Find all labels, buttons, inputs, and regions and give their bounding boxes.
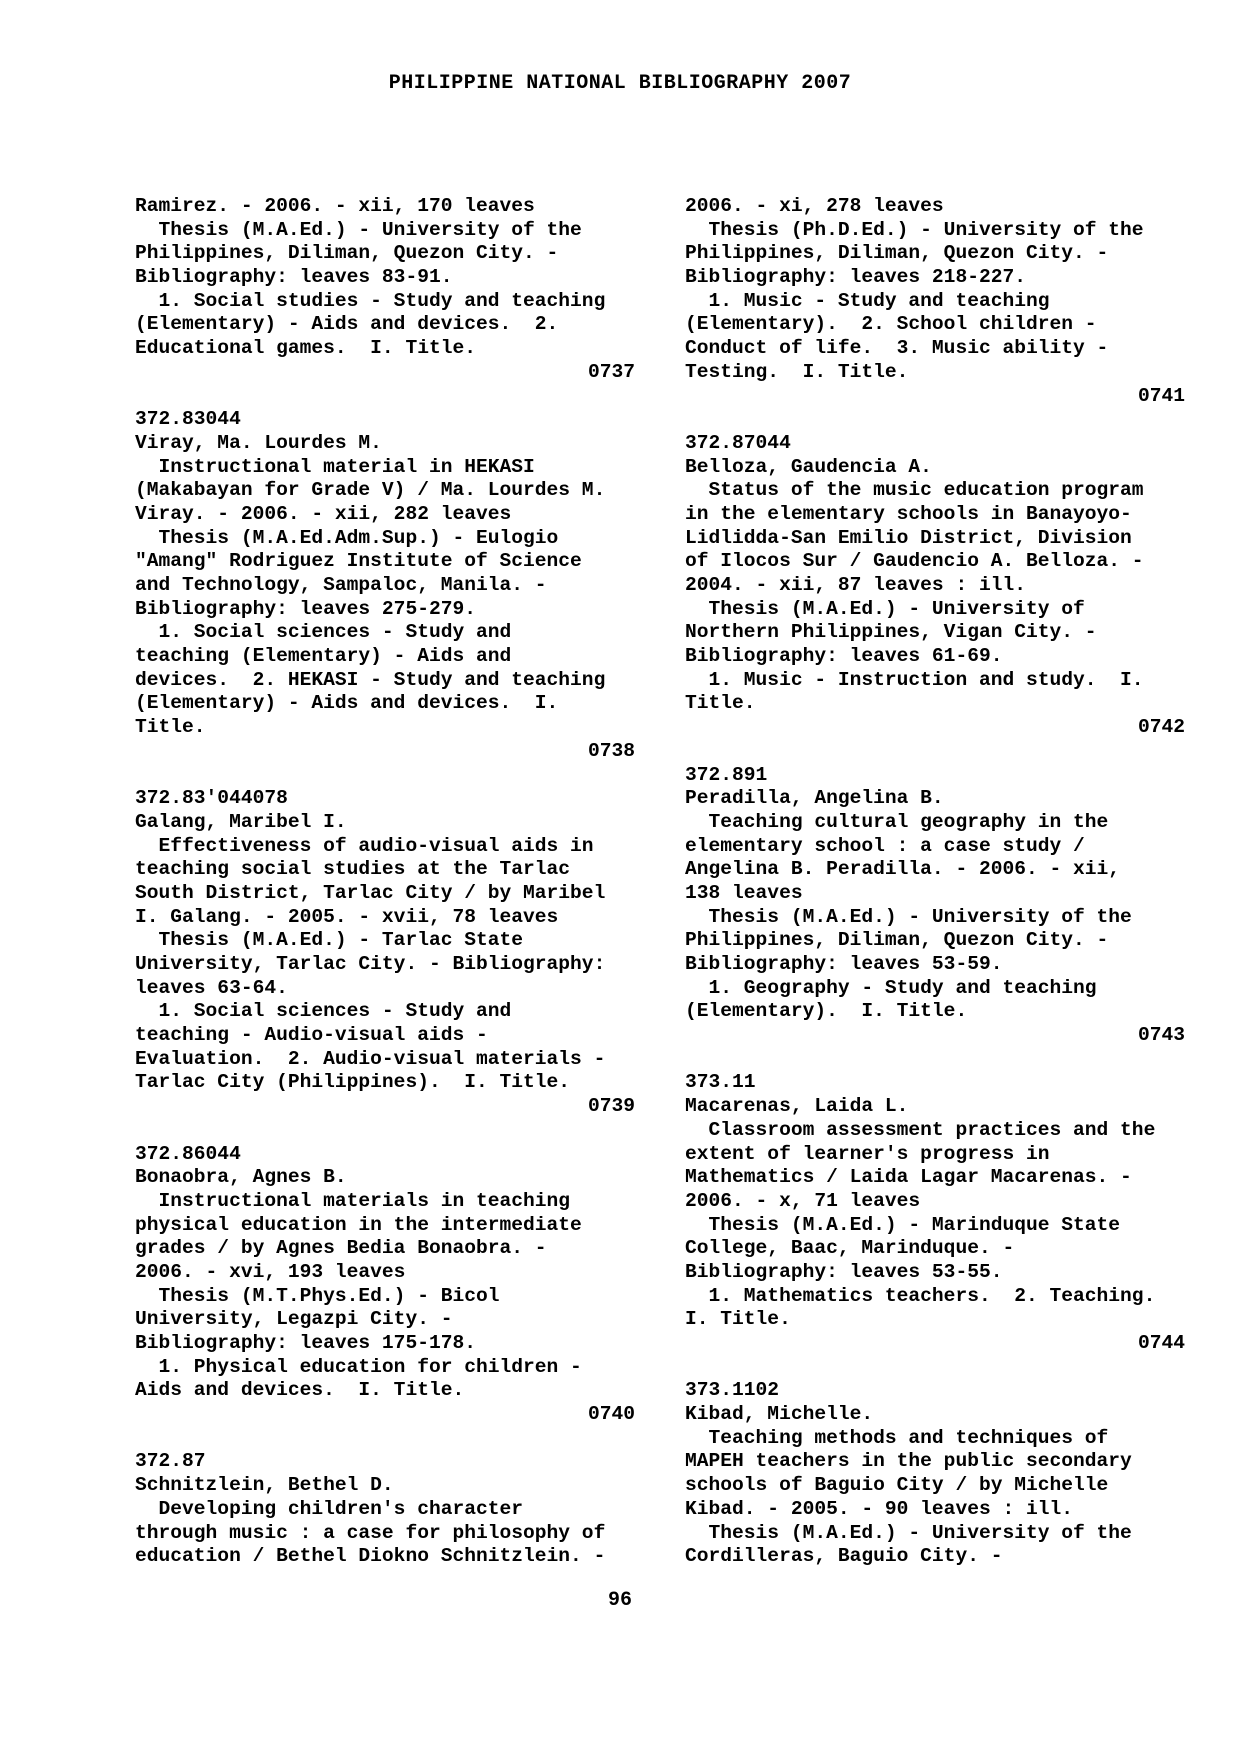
entry-number: 0738 <box>587 739 635 762</box>
entry-line: teaching social studies at the Tarlac <box>135 858 571 881</box>
entry-line: Thesis (M.A.Ed.) - University of the <box>685 905 1132 928</box>
entry-line: Bibliography: leaves 218-227. <box>685 266 1026 289</box>
entry-line: 1. Music - Study and teaching <box>685 289 1050 312</box>
entry-line: Cordilleras, Baguio City. - <box>685 1545 1003 1568</box>
entry-line: Belloza, Gaudencia A. <box>685 455 932 478</box>
entry-number: 0744 <box>1137 1332 1185 1354</box>
entry-line: leaves 63-64. <box>135 976 288 999</box>
entry-line: Viray, Ma. Lourdes M. <box>135 431 382 454</box>
entry-line: Classroom assessment practices and the <box>685 1118 1156 1141</box>
entry-line: College, Baac, Marinduque. - <box>685 1237 1015 1260</box>
bibliographic-entry <box>685 195 1185 408</box>
entry-line: devices. 2. HEKASI - Study and teaching <box>135 668 606 691</box>
entry-line: Developing children's character <box>135 1497 524 1520</box>
entry-line: Effectiveness of audio-visual aids in <box>135 834 594 857</box>
entry-line: (Elementary) - Aids and devices. 2. <box>135 313 559 336</box>
entry-line: Evaluation. 2. Audio-visual materials - <box>135 1047 606 1070</box>
entry-line: Conduct of life. 3. Music ability - <box>685 337 1109 360</box>
bibliographic-entry <box>135 195 635 385</box>
entry-number: 0743 <box>1137 1024 1185 1047</box>
entry-line: 372.86044 <box>135 1142 241 1165</box>
entry-line: through music : a case for philosophy of <box>135 1521 606 1544</box>
entry-line: 138 leaves <box>685 881 803 904</box>
entry-number: 0737 <box>587 360 635 383</box>
left-column <box>135 195 635 1593</box>
entry-line: of Ilocos Sur / Gaudencio A. Belloza. - <box>685 550 1144 573</box>
entry-line: Thesis (M.A.Ed.Adm.Sup.) - Eulogio <box>135 526 559 549</box>
entry-line: Schnitzlein, Bethel D. <box>135 1474 394 1497</box>
entry-line: Bibliography: leaves 53-55. <box>685 1260 1003 1283</box>
entry-line: Kibad. - 2005. - 90 leaves : ill. <box>685 1497 1074 1520</box>
entry-line: 1. Social sciences - Study and <box>135 1000 512 1023</box>
page-number: 96 <box>607 1589 632 1612</box>
entry-line: grades / by Agnes Bedia Bonaobra. - <box>135 1237 547 1260</box>
entry-line: Bibliography: leaves 83-91. <box>135 266 453 289</box>
entry-number: 0741 <box>1137 384 1185 407</box>
bibliographic-entry <box>135 787 635 1119</box>
right-column <box>685 195 1185 1593</box>
entry-line: Tarlac City (Philippines). I. Title. <box>135 1071 571 1094</box>
bibliographic-entry <box>685 1379 1185 1569</box>
entry-line: schools of Baguio City / by Michelle <box>685 1474 1109 1497</box>
entry-line: elementary school : a case study / <box>685 834 1085 857</box>
entry-line: Viray. - 2006. - xii, 282 leaves <box>135 502 512 525</box>
entry-line: Instructional materials in teaching <box>135 1189 571 1212</box>
entry-line: 373.11 <box>685 1071 756 1094</box>
entry-line: Kibad, Michelle. <box>685 1403 874 1426</box>
bibliographic-entry <box>685 432 1185 740</box>
entry-line: Philippines, Diliman, Quezon City. - <box>685 242 1109 265</box>
entry-line: extent of learner's progress in <box>685 1142 1050 1165</box>
entry-line: Lidlidda-San Emilio District, Division <box>685 526 1132 549</box>
entry-line: Teaching methods and techniques of <box>685 1426 1109 1449</box>
entry-line: (Elementary) - Aids and devices. I. <box>135 692 559 715</box>
entry-line: teaching (Elementary) - Aids and <box>135 645 512 668</box>
entry-line: education / Bethel Diokno Schnitzlein. - <box>135 1545 606 1568</box>
entry-line: 1. Physical education for children - <box>135 1355 582 1378</box>
entry-line: 372.83'044078 <box>135 787 288 810</box>
bibliographic-entry <box>135 1143 635 1427</box>
entry-line: Thesis (M.A.Ed.) - Marinduque State <box>685 1213 1121 1236</box>
entry-line: 2006. - xi, 278 leaves <box>685 195 944 217</box>
bibliographic-entry <box>135 1450 635 1568</box>
entry-line: and Technology, Sampaloc, Manila. - <box>135 574 547 596</box>
entry-line: Thesis (Ph.D.Ed.) - University of the <box>685 218 1144 241</box>
entry-line: I. Title. <box>685 1308 791 1331</box>
entry-line: Bibliography: leaves 275-279. <box>135 597 476 620</box>
entry-line: 372.87044 <box>685 431 791 454</box>
entry-line: 2006. - x, 71 leaves <box>685 1189 921 1212</box>
entry-line: Bonaobra, Agnes B. <box>135 1166 347 1189</box>
entry-line: Philippines, Diliman, Quezon City. - <box>135 242 559 265</box>
bibliographic-entry <box>685 764 1185 1048</box>
entry-line: I. Galang. - 2005. - xvii, 78 leaves <box>135 905 559 928</box>
entry-line: Instructional material in HEKASI <box>135 455 535 478</box>
entry-line: 372.87 <box>135 1450 206 1473</box>
entry-line: Aids and devices. I. Title. <box>135 1379 465 1402</box>
entry-line: Title. <box>135 716 206 739</box>
entry-line: 1. Social studies - Study and teaching <box>135 289 606 312</box>
entry-line: in the elementary schools in Banayoyo- <box>685 502 1132 525</box>
entry-line: Teaching cultural geography in the <box>685 810 1109 833</box>
entry-line: (Elementary). I. Title. <box>685 1000 968 1023</box>
entry-line: 373.1102 <box>685 1379 780 1402</box>
entry-line: 1. Music - Instruction and study. I. <box>685 668 1144 691</box>
bibliographic-entry <box>135 408 635 763</box>
entry-line: 2004. - xii, 87 leaves : ill. <box>685 574 1026 596</box>
entry-line: teaching - Audio-visual aids - <box>135 1024 488 1047</box>
entry-line: 1. Social sciences - Study and <box>135 621 512 644</box>
entry-line: Ramirez. - 2006. - xii, 170 leaves <box>135 195 535 217</box>
entry-line: physical education in the intermediate <box>135 1213 582 1236</box>
entry-line: Bibliography: leaves 175-178. <box>135 1332 476 1354</box>
entry-line: Bibliography: leaves 53-59. <box>685 953 1003 975</box>
entry-line: (Makabayan for Grade V) / Ma. Lourdes M. <box>135 479 606 502</box>
entry-line: 372.891 <box>685 763 768 786</box>
bibliographic-entry <box>685 1071 1185 1355</box>
entry-line: 2006. - xvi, 193 leaves <box>135 1260 406 1283</box>
entry-line: Thesis (M.T.Phys.Ed.) - Bicol <box>135 1284 500 1307</box>
entry-line: Testing. I. Title. <box>685 360 909 383</box>
entry-number: 0740 <box>587 1403 635 1426</box>
entry-number: 0742 <box>1137 716 1185 739</box>
entry-line: Thesis (M.A.Ed.) - University of <box>685 597 1085 620</box>
running-head: PHILIPPINE NATIONAL BIBLIOGRAPHY 2007 <box>388 72 852 95</box>
entry-line: Educational games. I. Title. <box>135 337 476 360</box>
entry-line: "Amang" Rodriguez Institute of Science <box>135 550 582 573</box>
entry-line: Status of the music education program <box>685 479 1144 502</box>
entry-line: Peradilla, Angelina B. <box>685 787 944 810</box>
entry-line: Angelina B. Peradilla. - 2006. - xii, <box>685 858 1121 881</box>
entry-line: Philippines, Diliman, Quezon City. - <box>685 929 1109 952</box>
entry-line: 1. Mathematics teachers. 2. Teaching. <box>685 1284 1156 1307</box>
entry-line: Northern Philippines, Vigan City. - <box>685 621 1097 644</box>
entry-line: (Elementary). 2. School children - <box>685 313 1097 336</box>
entry-line: Bibliography: leaves 61-69. <box>685 645 1003 668</box>
entry-line: Title. <box>685 692 756 715</box>
entry-line: Macarenas, Laida L. <box>685 1095 909 1118</box>
entry-line: MAPEH teachers in the public secondary <box>685 1450 1132 1473</box>
entry-line: Thesis (M.A.Ed.) - University of the <box>135 218 582 241</box>
entry-line: 1. Geography - Study and teaching <box>685 976 1097 999</box>
entry-line: South District, Tarlac City / by Maribel <box>135 881 606 904</box>
entry-line: Thesis (M.A.Ed.) - Tarlac State <box>135 929 524 952</box>
entry-line: Thesis (M.A.Ed.) - University of the <box>685 1521 1132 1544</box>
entry-line: University, Tarlac City. - Bibliography: <box>135 953 606 975</box>
entry-line: Galang, Maribel I. <box>135 810 347 833</box>
entry-line: 372.83044 <box>135 408 241 431</box>
entry-line: Mathematics / Laida Lagar Macarenas. - <box>685 1166 1132 1189</box>
entry-number: 0739 <box>587 1095 635 1118</box>
entry-line: University, Legazpi City. - <box>135 1308 453 1331</box>
